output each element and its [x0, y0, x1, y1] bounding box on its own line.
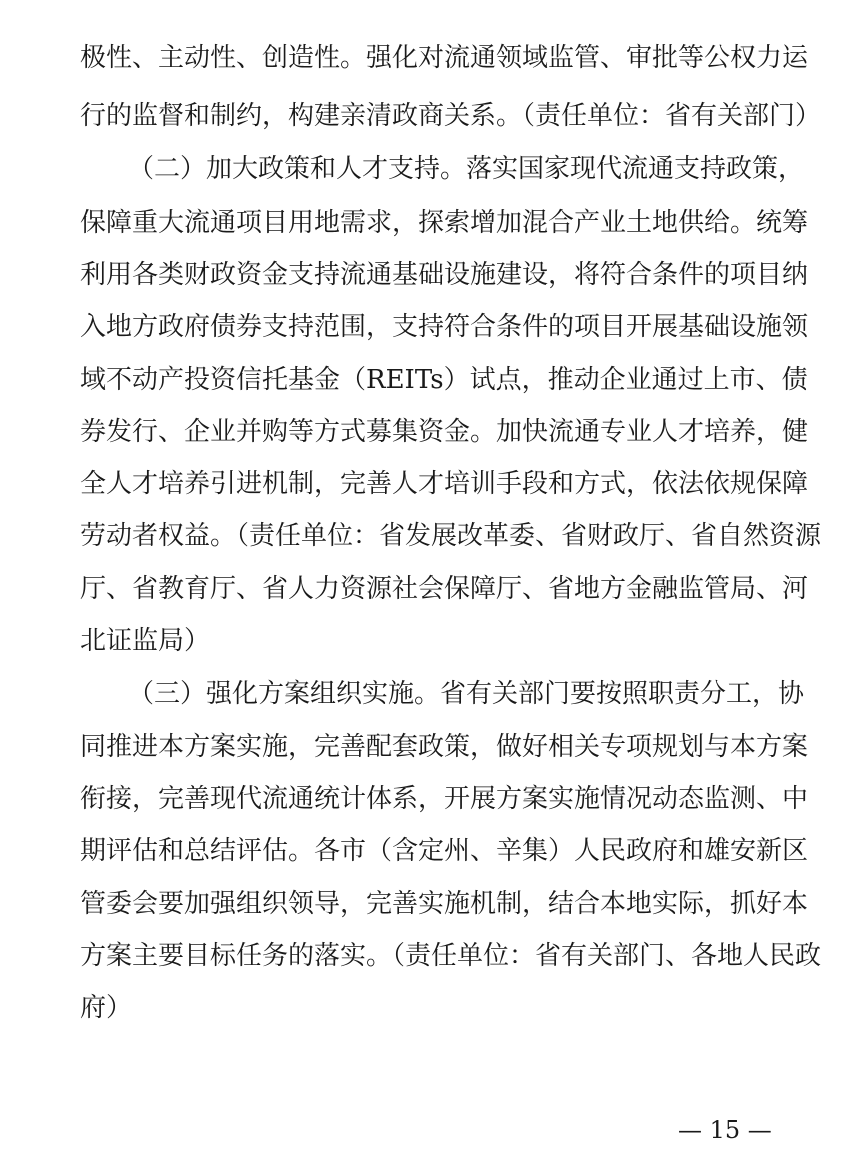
text-line: 行的监督和制约，构建亲清政商关系。（责任单位：省有关部门） — [80, 101, 822, 131]
text-line: 全人才培养引进机制，完善人才培训手段和方式，依法依规保障 — [80, 469, 809, 499]
text-line: 极性、主动性、创造性。强化对流通领域监管、审批等公权力运 — [80, 43, 809, 73]
text-line: 保障重大流通项目用地需求，探索增加混合产业土地供给。统筹 — [80, 208, 809, 238]
text-line: 方案主要目标任务的落实。（责任单位：省有关部门、各地人民政 — [80, 941, 822, 971]
text-line: 北证监局） — [80, 626, 211, 656]
text-line: 府） — [80, 993, 133, 1023]
text-line: 券发行、企业并购等方式募集资金。加快流通专业人才培养，健 — [80, 417, 809, 447]
text-line: 域不动产投资信托基金（REITs）试点，推动企业通过上市、债 — [80, 365, 808, 395]
page-number: — 15 — — [678, 1116, 772, 1144]
text-line: 厅、省教育厅、省人力资源社会保障厅、省地方金融监管局、河 — [80, 574, 809, 604]
text-line: 利用各类财政资金支持流通基础设施建设，将符合条件的项目纳 — [80, 260, 809, 290]
text-line: 期评估和总结评估。各市（含定州、辛集）人民政府和雄安新区 — [80, 836, 809, 866]
text-line: 管委会要加强组织领导，完善实施机制，结合本地实际，抓好本 — [80, 889, 809, 919]
text-line: 入地方政府债券支持范围，支持符合条件的项目开展基础设施领 — [80, 312, 809, 342]
section-3-heading-line: （三）强化方案组织实施。省有关部门要按照职责分工，协 — [128, 679, 805, 709]
text-line: 劳动者权益。（责任单位：省发展改革委、省财政厅、省自然资源 — [80, 521, 822, 551]
text-line: 同推进本方案实施，完善配套政策，做好相关专项规划与本方案 — [80, 732, 809, 762]
text-line: 衔接，完善现代流通统计体系，开展方案实施情况动态监测、中 — [80, 784, 809, 814]
section-2-heading-line: （二）加大政策和人才支持。落实国家现代流通支持政策， — [128, 154, 805, 184]
